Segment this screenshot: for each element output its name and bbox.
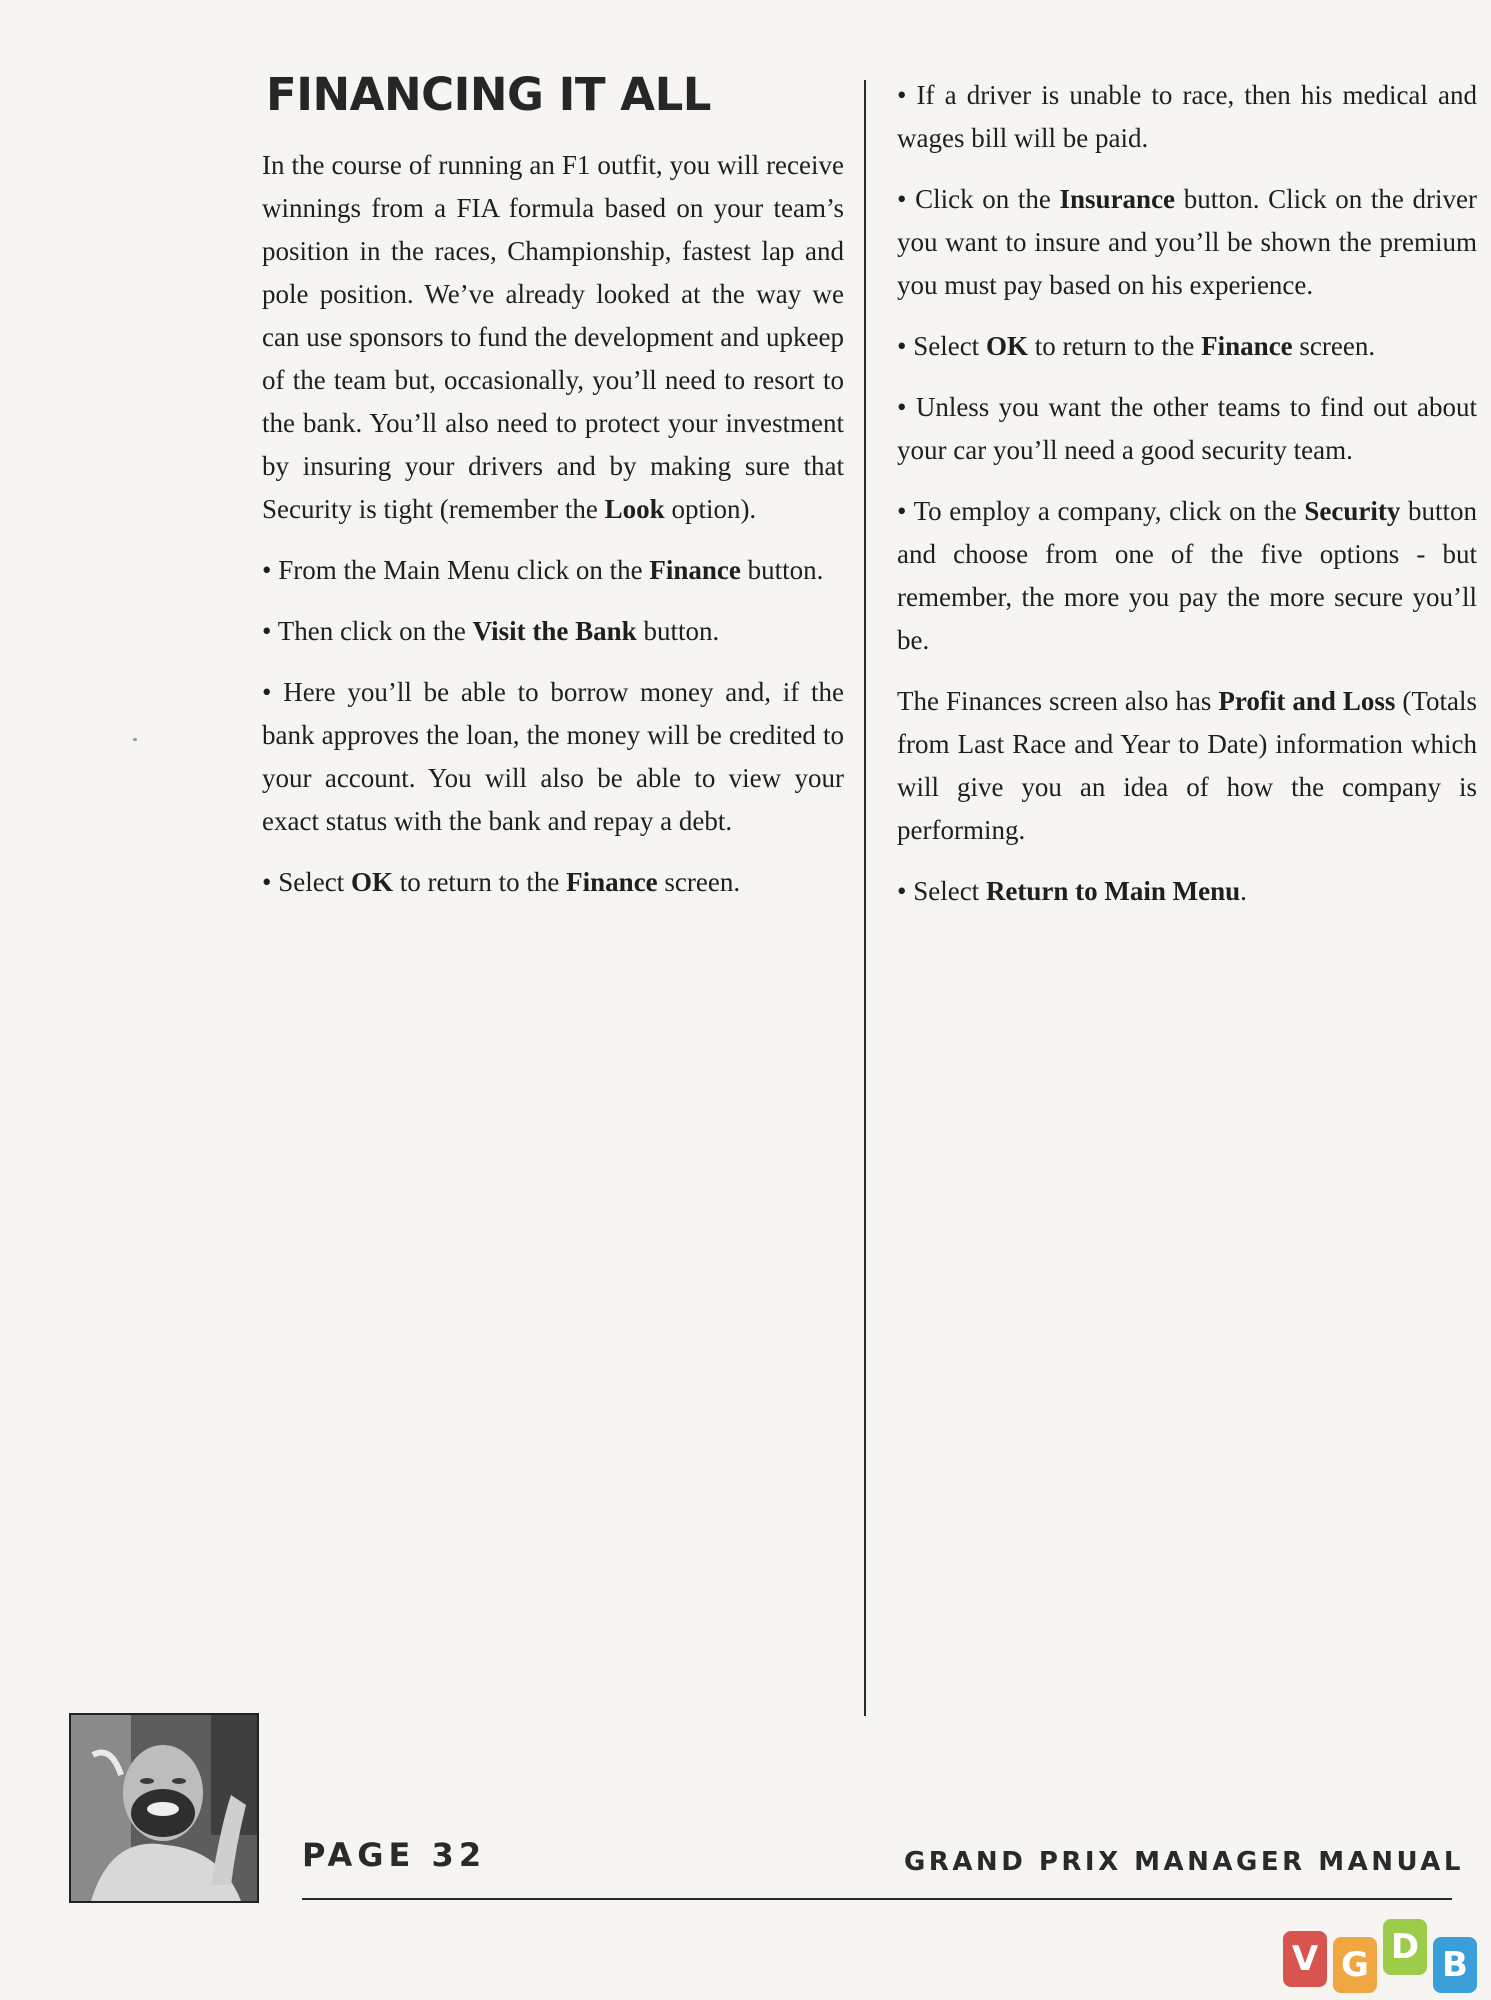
bold-term: OK — [985, 331, 1028, 361]
text-run: to return to the — [392, 867, 567, 897]
text-run: • To employ a company, click on the — [897, 496, 1305, 526]
column-divider — [864, 80, 866, 1716]
logo-tile-d: D — [1383, 1919, 1427, 1975]
text-run: button. — [740, 555, 824, 585]
text-run: • Unless you want the other teams to find out about your car you’ll need a good security team. — [897, 392, 1477, 465]
bold-term: Profit and Loss — [1218, 686, 1396, 716]
speck-mark — [133, 738, 137, 741]
left-text-column — [262, 144, 844, 922]
text-run: . — [1240, 876, 1247, 906]
paragraph — [897, 870, 1477, 913]
text-run: screen. — [1292, 331, 1376, 361]
bold-term: Finance — [566, 867, 658, 897]
bold-term: Finance — [1201, 331, 1293, 361]
text-run: screen. — [657, 867, 741, 897]
bold-term: Insurance — [1059, 184, 1176, 214]
text-run: • Select — [897, 876, 986, 906]
bold-term: Look — [604, 494, 665, 524]
text-run: button. — [636, 616, 720, 646]
page-title: FINANCING IT ALL — [266, 68, 711, 121]
text-run: • If a driver is unable to race, then his medical and wages bill will be paid. — [897, 80, 1477, 153]
bold-term: Visit the Bank — [472, 616, 637, 646]
paragraph — [897, 178, 1477, 307]
footer-rule — [302, 1898, 1452, 1900]
logo-tile-g: G — [1333, 1937, 1377, 1993]
text-run: • Here you’ll be able to borrow money and, if the bank approves the loan, the money will be credited to your account. You will also be able to view your exact status with the bank and repay a debt. — [262, 677, 844, 836]
logo-tile-v: V — [1283, 1931, 1327, 1987]
manual-title-label: GRAND PRIX MANAGER MANUAL — [903, 1847, 1464, 1877]
paragraph — [897, 325, 1477, 368]
bold-term: Security — [1304, 496, 1401, 526]
paragraph — [897, 680, 1477, 852]
text-run: The Finances screen also has — [897, 686, 1219, 716]
logo-tile-b: B — [1433, 1937, 1477, 1993]
paragraph — [262, 549, 844, 592]
driver-photo — [69, 1713, 259, 1903]
text-run: • Then click on the — [262, 616, 473, 646]
text-run: to return to the — [1027, 331, 1202, 361]
portrait-image — [71, 1715, 257, 1901]
paragraph — [262, 861, 844, 904]
paragraph — [262, 610, 844, 653]
text-run: • Click on the — [897, 184, 1060, 214]
paragraph — [262, 144, 844, 531]
bold-term: Return to Main Menu — [985, 876, 1241, 906]
bold-term: OK — [350, 867, 393, 897]
paragraph — [897, 490, 1477, 662]
paragraph — [897, 386, 1477, 472]
page-number-label: PAGE 32 — [302, 1836, 487, 1874]
text-run: • Select — [262, 867, 351, 897]
text-run: In the course of running an F1 outfit, you will receive winnings from a FIA formula based on your team’s position in the races, Championship, fastest lap and pole position. We’ve already looked at the way we can use sponsors to fund the development and upkeep of the team but, occasionally, you’ll need to resort to the bank. You’ll also need to protect your investment by insuring your drivers and by making sure that Security is tight (remember the — [262, 150, 844, 524]
text-run: (Totals from Last Race and Year to Date) information which will give you an idea of how the company is performing. — [897, 686, 1478, 845]
text-run: • From the Main Menu click on the — [262, 555, 650, 585]
vgdb-watermark-logo — [1283, 1913, 1483, 1993]
text-run: option). — [664, 494, 757, 524]
text-run: button and choose from one of the five options - but remember, the more you pay the more secure you’ll be. — [897, 496, 1477, 655]
paragraph — [262, 671, 844, 843]
text-run: button. Click on the driver you want to insure and you’ll be shown the premium you must pay based on his experience. — [897, 184, 1477, 300]
bold-term: Finance — [649, 555, 741, 585]
text-run: • Select — [897, 331, 986, 361]
right-text-column — [897, 74, 1477, 931]
paragraph — [897, 74, 1477, 160]
